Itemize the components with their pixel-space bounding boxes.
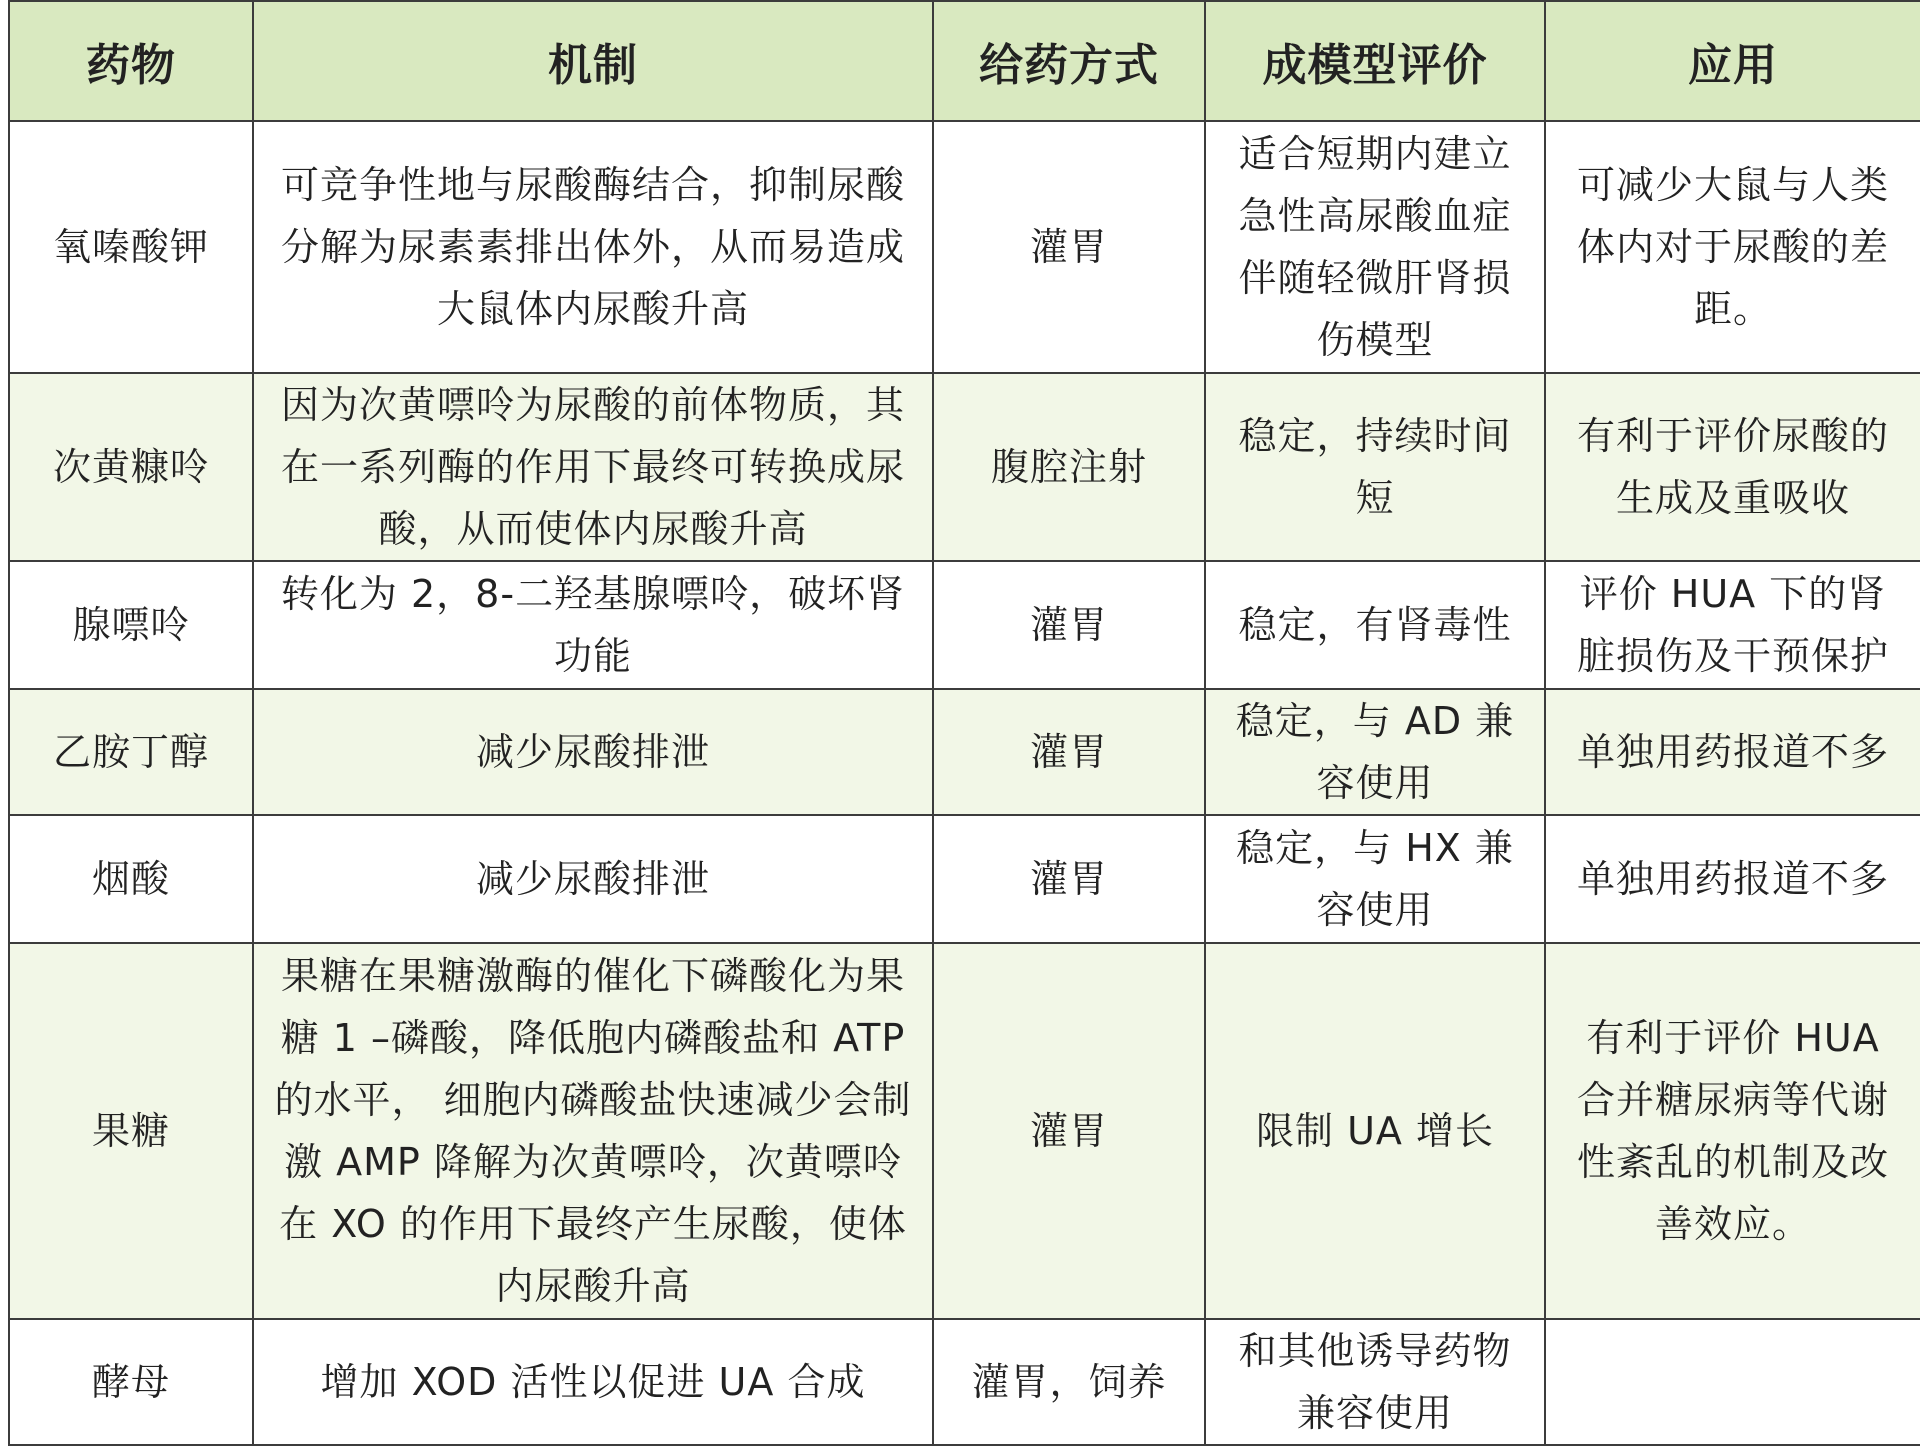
- cell-evaluation: 稳定，与 HX 兼容使用: [1205, 815, 1545, 943]
- table-row: [9, 121, 1920, 373]
- cell-drug: 果糖: [9, 943, 253, 1319]
- cell-mechanism: 减少尿酸排泄: [253, 815, 933, 943]
- cell-evaluation: 稳定，持续时间短: [1205, 373, 1545, 561]
- cell-application: 评价 HUA 下的肾脏损伤及干预保护: [1545, 561, 1920, 689]
- cell-drug: 烟酸: [9, 815, 253, 943]
- cell-application: 可减少大鼠与人类体内对于尿酸的差距。: [1545, 121, 1920, 373]
- cell-route: 灌胃: [933, 689, 1205, 815]
- cell-route: 灌胃: [933, 561, 1205, 689]
- cell-evaluation: 限制 UA 增长: [1205, 943, 1545, 1319]
- cell-mechanism: 可竞争性地与尿酸酶结合，抑制尿酸分解为尿素素排出体外，从而易造成大鼠体内尿酸升高: [253, 121, 933, 373]
- cell-application: 有利于评价尿酸的生成及重吸收: [1545, 373, 1920, 561]
- cell-route: 灌胃，饲养: [933, 1319, 1205, 1445]
- cell-evaluation: 稳定，与 AD 兼容使用: [1205, 689, 1545, 815]
- table-row: [9, 689, 1920, 815]
- header-route: 给药方式: [933, 1, 1205, 121]
- header-mechanism: 机制: [253, 1, 933, 121]
- cell-mechanism: 果糖在果糖激酶的催化下磷酸化为果糖 1 –磷酸，降低胞内磷酸盐和 ATP 的水平， 细胞内磷酸盐快速减少会制激 AMP 降解为次黄嘌呤，次黄嘌呤在 XO 的作用下最终产生尿酸，使体内尿酸升高: [253, 943, 933, 1319]
- cell-mechanism: 减少尿酸排泄: [253, 689, 933, 815]
- header-drug: 药物: [9, 1, 253, 121]
- cell-application: 单独用药报道不多: [1545, 815, 1920, 943]
- table-row: [9, 373, 1920, 561]
- table-header-row: [9, 1, 1920, 121]
- table-row: [9, 815, 1920, 943]
- drug-model-table: [8, 0, 1920, 1446]
- cell-application: [1545, 1319, 1920, 1445]
- cell-route: 灌胃: [933, 121, 1205, 373]
- cell-drug: 次黄糠呤: [9, 373, 253, 561]
- table-row: [9, 1319, 1920, 1445]
- cell-application: 有利于评价 HUA 合并糖尿病等代谢性紊乱的机制及改善效应。: [1545, 943, 1920, 1319]
- cell-mechanism: 转化为 2，8-二羟基腺嘌呤，破坏肾功能: [253, 561, 933, 689]
- table-row: [9, 561, 1920, 689]
- cell-evaluation: 稳定，有肾毒性: [1205, 561, 1545, 689]
- cell-route: 灌胃: [933, 815, 1205, 943]
- table-row: [9, 943, 1920, 1319]
- cell-route: 灌胃: [933, 943, 1205, 1319]
- cell-drug: 酵母: [9, 1319, 253, 1445]
- cell-route: 腹腔注射: [933, 373, 1205, 561]
- header-evaluation: 成模型评价: [1205, 1, 1545, 121]
- header-application: 应用: [1545, 1, 1920, 121]
- cell-mechanism: 因为次黄嘌呤为尿酸的前体物质，其在一系列酶的作用下最终可转换成尿酸，从而使体内尿酸升高: [253, 373, 933, 561]
- cell-drug: 腺嘌呤: [9, 561, 253, 689]
- cell-mechanism: 增加 XOD 活性以促进 UA 合成: [253, 1319, 933, 1445]
- cell-application: 单独用药报道不多: [1545, 689, 1920, 815]
- cell-evaluation: 适合短期内建立急性高尿酸血症伴随轻微肝肾损伤模型: [1205, 121, 1545, 373]
- cell-drug: 乙胺丁醇: [9, 689, 253, 815]
- cell-evaluation: 和其他诱导药物兼容使用: [1205, 1319, 1545, 1445]
- cell-drug: 氧嗪酸钾: [9, 121, 253, 373]
